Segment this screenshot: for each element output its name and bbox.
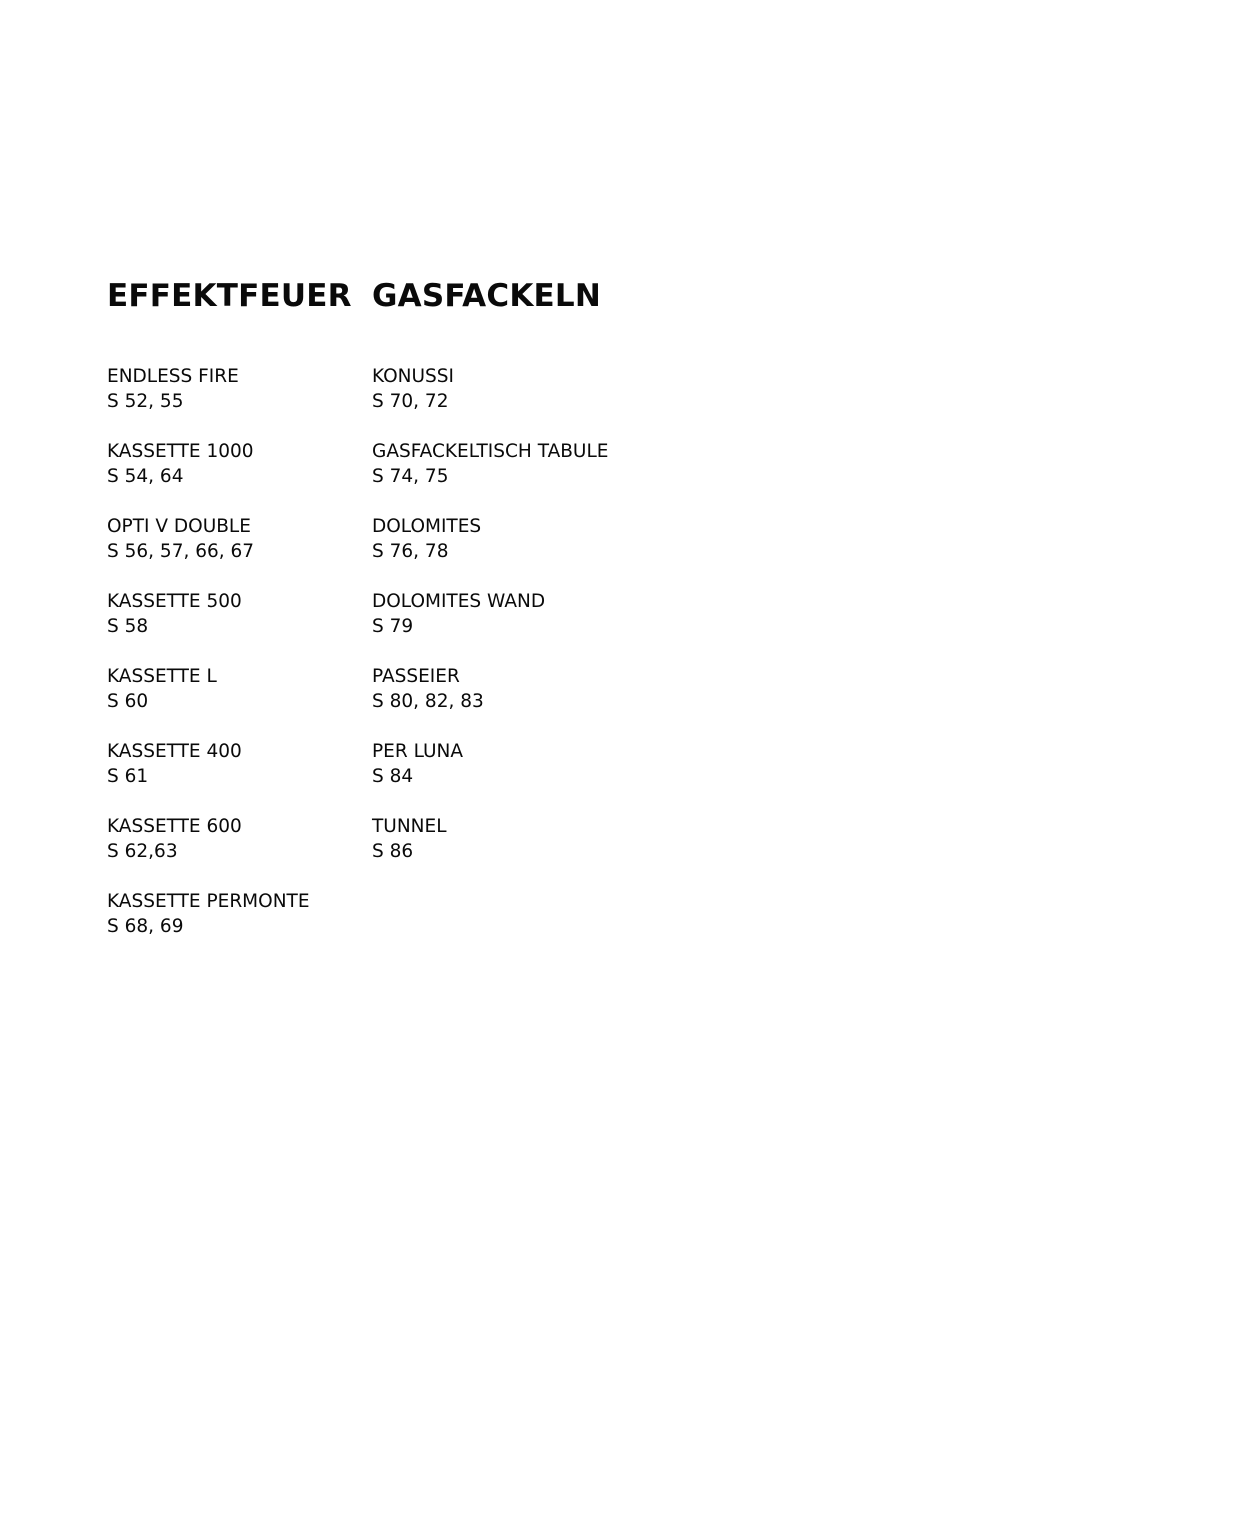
entry-pages: S 62,63 — [107, 841, 178, 862]
list-item — [107, 739, 357, 814]
list-item — [107, 439, 357, 514]
list-item — [372, 589, 692, 664]
list-item — [372, 439, 692, 514]
entry-name: ENDLESS FIRE — [107, 366, 239, 387]
list-item — [372, 514, 692, 589]
entry-list — [372, 364, 692, 889]
entry-pages: S 74, 75 — [372, 466, 449, 487]
entry-name: KASSETTE 500 — [107, 591, 242, 612]
entry-pages: S 60 — [107, 691, 149, 712]
column-heading: GASFACKELN — [372, 278, 602, 314]
list-item — [372, 664, 692, 739]
entry-pages: S 54, 64 — [107, 466, 184, 487]
entry-name: KASSETTE 600 — [107, 816, 242, 837]
entry-name: KONUSSI — [372, 366, 455, 387]
entry-pages: S 70, 72 — [372, 391, 449, 412]
list-item — [107, 889, 357, 964]
entry-pages: S 79 — [372, 616, 414, 637]
column-gasfackeln — [372, 276, 692, 889]
entry-pages: S 80, 82, 83 — [372, 691, 484, 712]
entry-name: KASSETTE PERMONTE — [107, 891, 310, 912]
entry-name: PASSEIER — [372, 666, 460, 687]
entry-name: PER LUNA — [372, 741, 464, 762]
entry-pages: S 56, 57, 66, 67 — [107, 541, 255, 562]
entry-list — [107, 364, 357, 964]
entry-name: DOLOMITES WAND — [372, 591, 546, 612]
entry-name: DOLOMITES — [372, 516, 482, 537]
entry-name: KASSETTE L — [107, 666, 217, 687]
entry-name: TUNNEL — [372, 816, 447, 837]
entry-name: GASFACKELTISCH TABULE — [372, 441, 609, 462]
entry-name: OPTI V DOUBLE — [107, 516, 251, 537]
column-effektfeuer — [107, 276, 357, 964]
list-item — [107, 664, 357, 739]
entry-name: KASSETTE 400 — [107, 741, 242, 762]
list-item — [107, 814, 357, 889]
entry-pages: S 68, 69 — [107, 916, 184, 937]
list-item — [107, 514, 357, 589]
list-item — [372, 364, 692, 439]
entry-pages: S 84 — [372, 766, 414, 787]
list-item — [372, 814, 692, 889]
list-item — [107, 589, 357, 664]
entry-pages: S 61 — [107, 766, 149, 787]
entry-pages: S 52, 55 — [107, 391, 184, 412]
list-item — [372, 739, 692, 814]
list-item — [107, 364, 357, 439]
entry-name: KASSETTE 1000 — [107, 441, 254, 462]
entry-pages: S 76, 78 — [372, 541, 449, 562]
column-heading: EFFEKTFEUER — [107, 278, 352, 314]
entry-pages: S 58 — [107, 616, 149, 637]
entry-pages: S 86 — [372, 841, 414, 862]
